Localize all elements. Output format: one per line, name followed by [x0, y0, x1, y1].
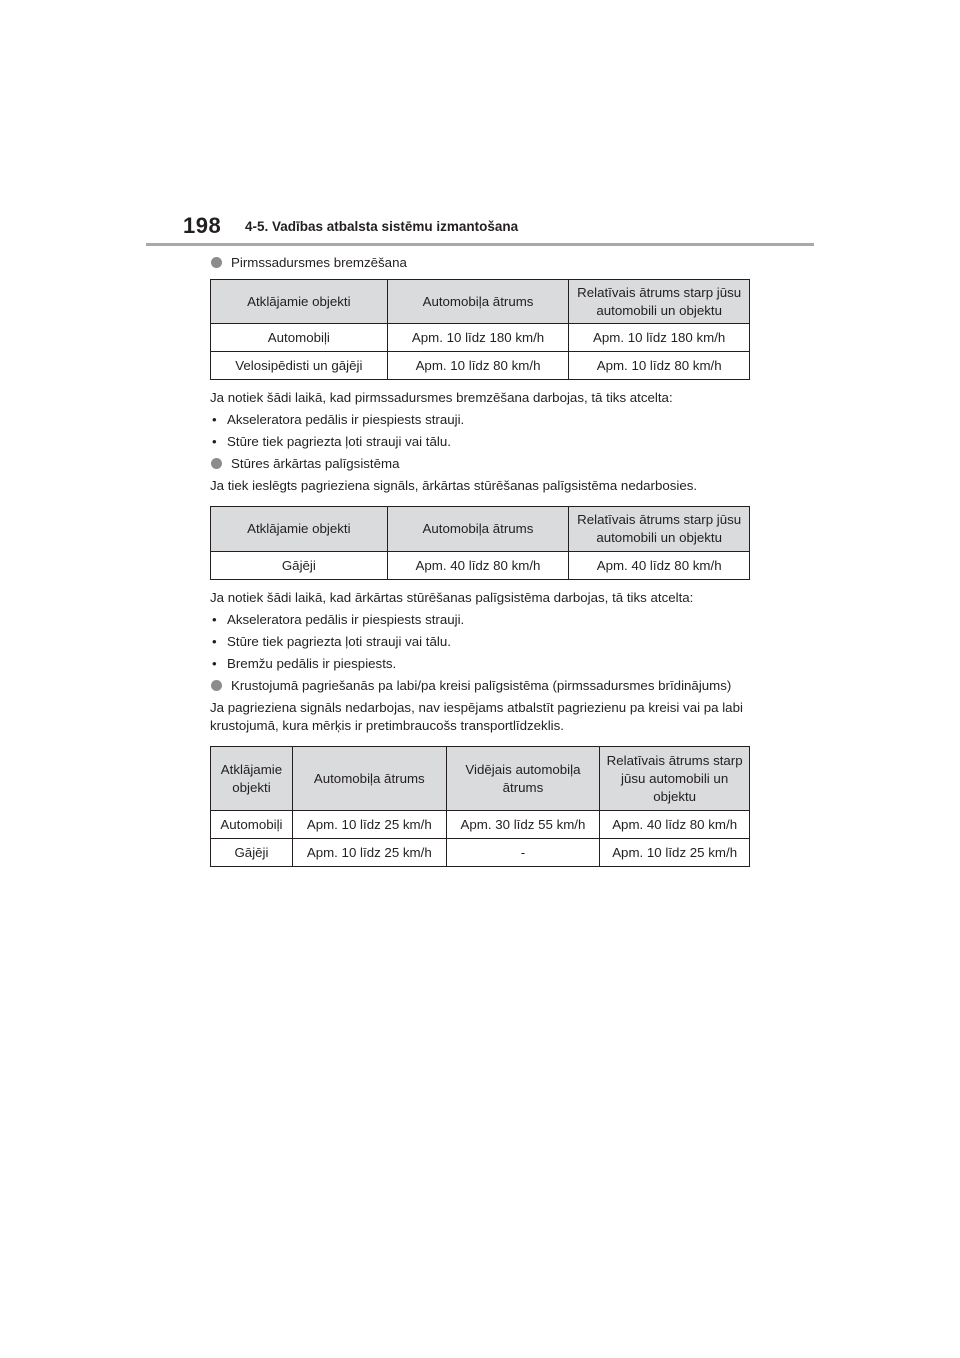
bullet-circle-icon	[211, 257, 222, 268]
section-heading-text: Stūres ārkārtas palīgsistēma	[231, 456, 400, 471]
table-header-cell: Automobiļa ātrums	[387, 507, 569, 552]
table-header-cell: Relatīvais ātrums starp jūsu automobili un objektu	[569, 280, 750, 324]
table-cell: Apm. 10 līdz 80 km/h	[387, 352, 569, 380]
list-bullet: •	[212, 634, 217, 649]
list-bullet: •	[212, 656, 217, 671]
detection-table-emergency-steering-assist	[210, 506, 750, 580]
table-row	[211, 324, 750, 352]
list-bullet: •	[212, 434, 217, 449]
list-bullet: •	[212, 412, 217, 427]
section-title: 4-5. Vadības atbalsta sistēmu izmantošana	[245, 219, 519, 234]
section-heading-pre-collision-braking	[210, 254, 755, 272]
section-heading-intersection-turn-assist	[210, 677, 755, 695]
table-header-cell: Atklājamie objekti	[211, 280, 388, 324]
list-item	[210, 611, 755, 629]
section-heading-text: Pirmssadursmes bremzēšana	[231, 255, 407, 270]
table-header-cell: Vidējais automobiļa ātrums	[446, 747, 600, 811]
table-cell: Apm. 10 līdz 180 km/h	[569, 324, 750, 352]
page-number: 198	[183, 213, 222, 238]
table-row	[211, 552, 750, 580]
section-heading-text: Krustojumā pagriešanās pa labi/pa kreisi palīgsistēma (pirmssadursmes brīdinājums)	[231, 678, 732, 693]
table-row	[211, 811, 750, 839]
table-cell: Apm. 10 līdz 180 km/h	[387, 324, 569, 352]
list-item-text: Akseleratora pedālis ir piespiests strauji.	[227, 412, 465, 427]
table-cell: Apm. 10 līdz 25 km/h	[292, 839, 446, 867]
bullet-circle-icon	[211, 680, 222, 691]
table-header-row	[211, 507, 750, 552]
table-row	[211, 839, 750, 867]
table-header-cell: Atklājamie objekti	[211, 747, 293, 811]
table-header-cell: Atklājamie objekti	[211, 507, 388, 552]
cancel-conditions-note: Ja notiek šādi laikā, kad pirmssadursmes bremzēšana darbojas, tā tiks atcelta:	[210, 390, 673, 405]
table-cell: Apm. 10 līdz 25 km/h	[292, 811, 446, 839]
list-item	[210, 633, 755, 651]
table-cell: Gājēji	[211, 839, 293, 867]
list-item-text: Stūre tiek pagriezta ļoti strauji vai tālu.	[227, 634, 451, 649]
list-item-text: Bremžu pedālis ir piespiests.	[227, 656, 397, 671]
table-cell: Velosipēdisti un gājēji	[211, 352, 388, 380]
section-intro: Ja tiek ieslēgts pagrieziena signāls, ārkārtas stūrēšanas palīgsistēma nedarbosies.	[210, 478, 698, 493]
table-cell: Automobiļi	[211, 811, 293, 839]
table-header-row	[211, 280, 750, 324]
table-header-row	[211, 747, 750, 811]
detection-table-intersection-turn-assist	[210, 746, 750, 867]
table-cell: Gājēji	[211, 552, 388, 580]
table-cell: Apm. 30 līdz 55 km/h	[446, 811, 600, 839]
list-item	[210, 411, 755, 429]
table-cell: Automobiļi	[211, 324, 388, 352]
table-cell: Apm. 40 līdz 80 km/h	[569, 552, 750, 580]
section-heading-emergency-steering-assist	[210, 455, 755, 473]
list-item	[210, 655, 755, 673]
table-cell: Apm. 40 līdz 80 km/h	[387, 552, 569, 580]
table-header-cell: Automobiļa ātrums	[292, 747, 446, 811]
bullet-circle-icon	[211, 458, 222, 469]
table-cell: Apm. 40 līdz 80 km/h	[600, 811, 750, 839]
table-header-cell: Relatīvais ātrums starp jūsu automobili un objektu	[569, 507, 750, 552]
table-cell: Apm. 10 līdz 25 km/h	[600, 839, 750, 867]
table-cell: Apm. 10 līdz 80 km/h	[569, 352, 750, 380]
detection-table-pre-collision-braking	[210, 279, 750, 380]
table-cell: -	[446, 839, 600, 867]
section-intro: Ja pagrieziena signāls nedarbojas, nav iespējams atbalstīt pagriezienu pa kreisi vai pa labi krustojumā, kura mērķis ir pretimbraucošs transportlīdzeklis.	[210, 700, 743, 733]
table-row	[211, 352, 750, 380]
header-divider	[146, 243, 814, 246]
table-header-cell: Relatīvais ātrums starp jūsu automobili un objektu	[600, 747, 750, 811]
list-bullet: •	[212, 612, 217, 627]
list-item-text: Akseleratora pedālis ir piespiests strauji.	[227, 612, 465, 627]
page-content	[210, 254, 755, 867]
cancel-conditions-note: Ja notiek šādi laikā, kad ārkārtas stūrēšanas palīgsistēma darbojas, tā tiks atcelta:	[210, 590, 694, 605]
table-header-cell: Automobiļa ātrums	[387, 280, 569, 324]
list-item-text: Stūre tiek pagriezta ļoti strauji vai tālu.	[227, 434, 451, 449]
list-item	[210, 433, 755, 451]
